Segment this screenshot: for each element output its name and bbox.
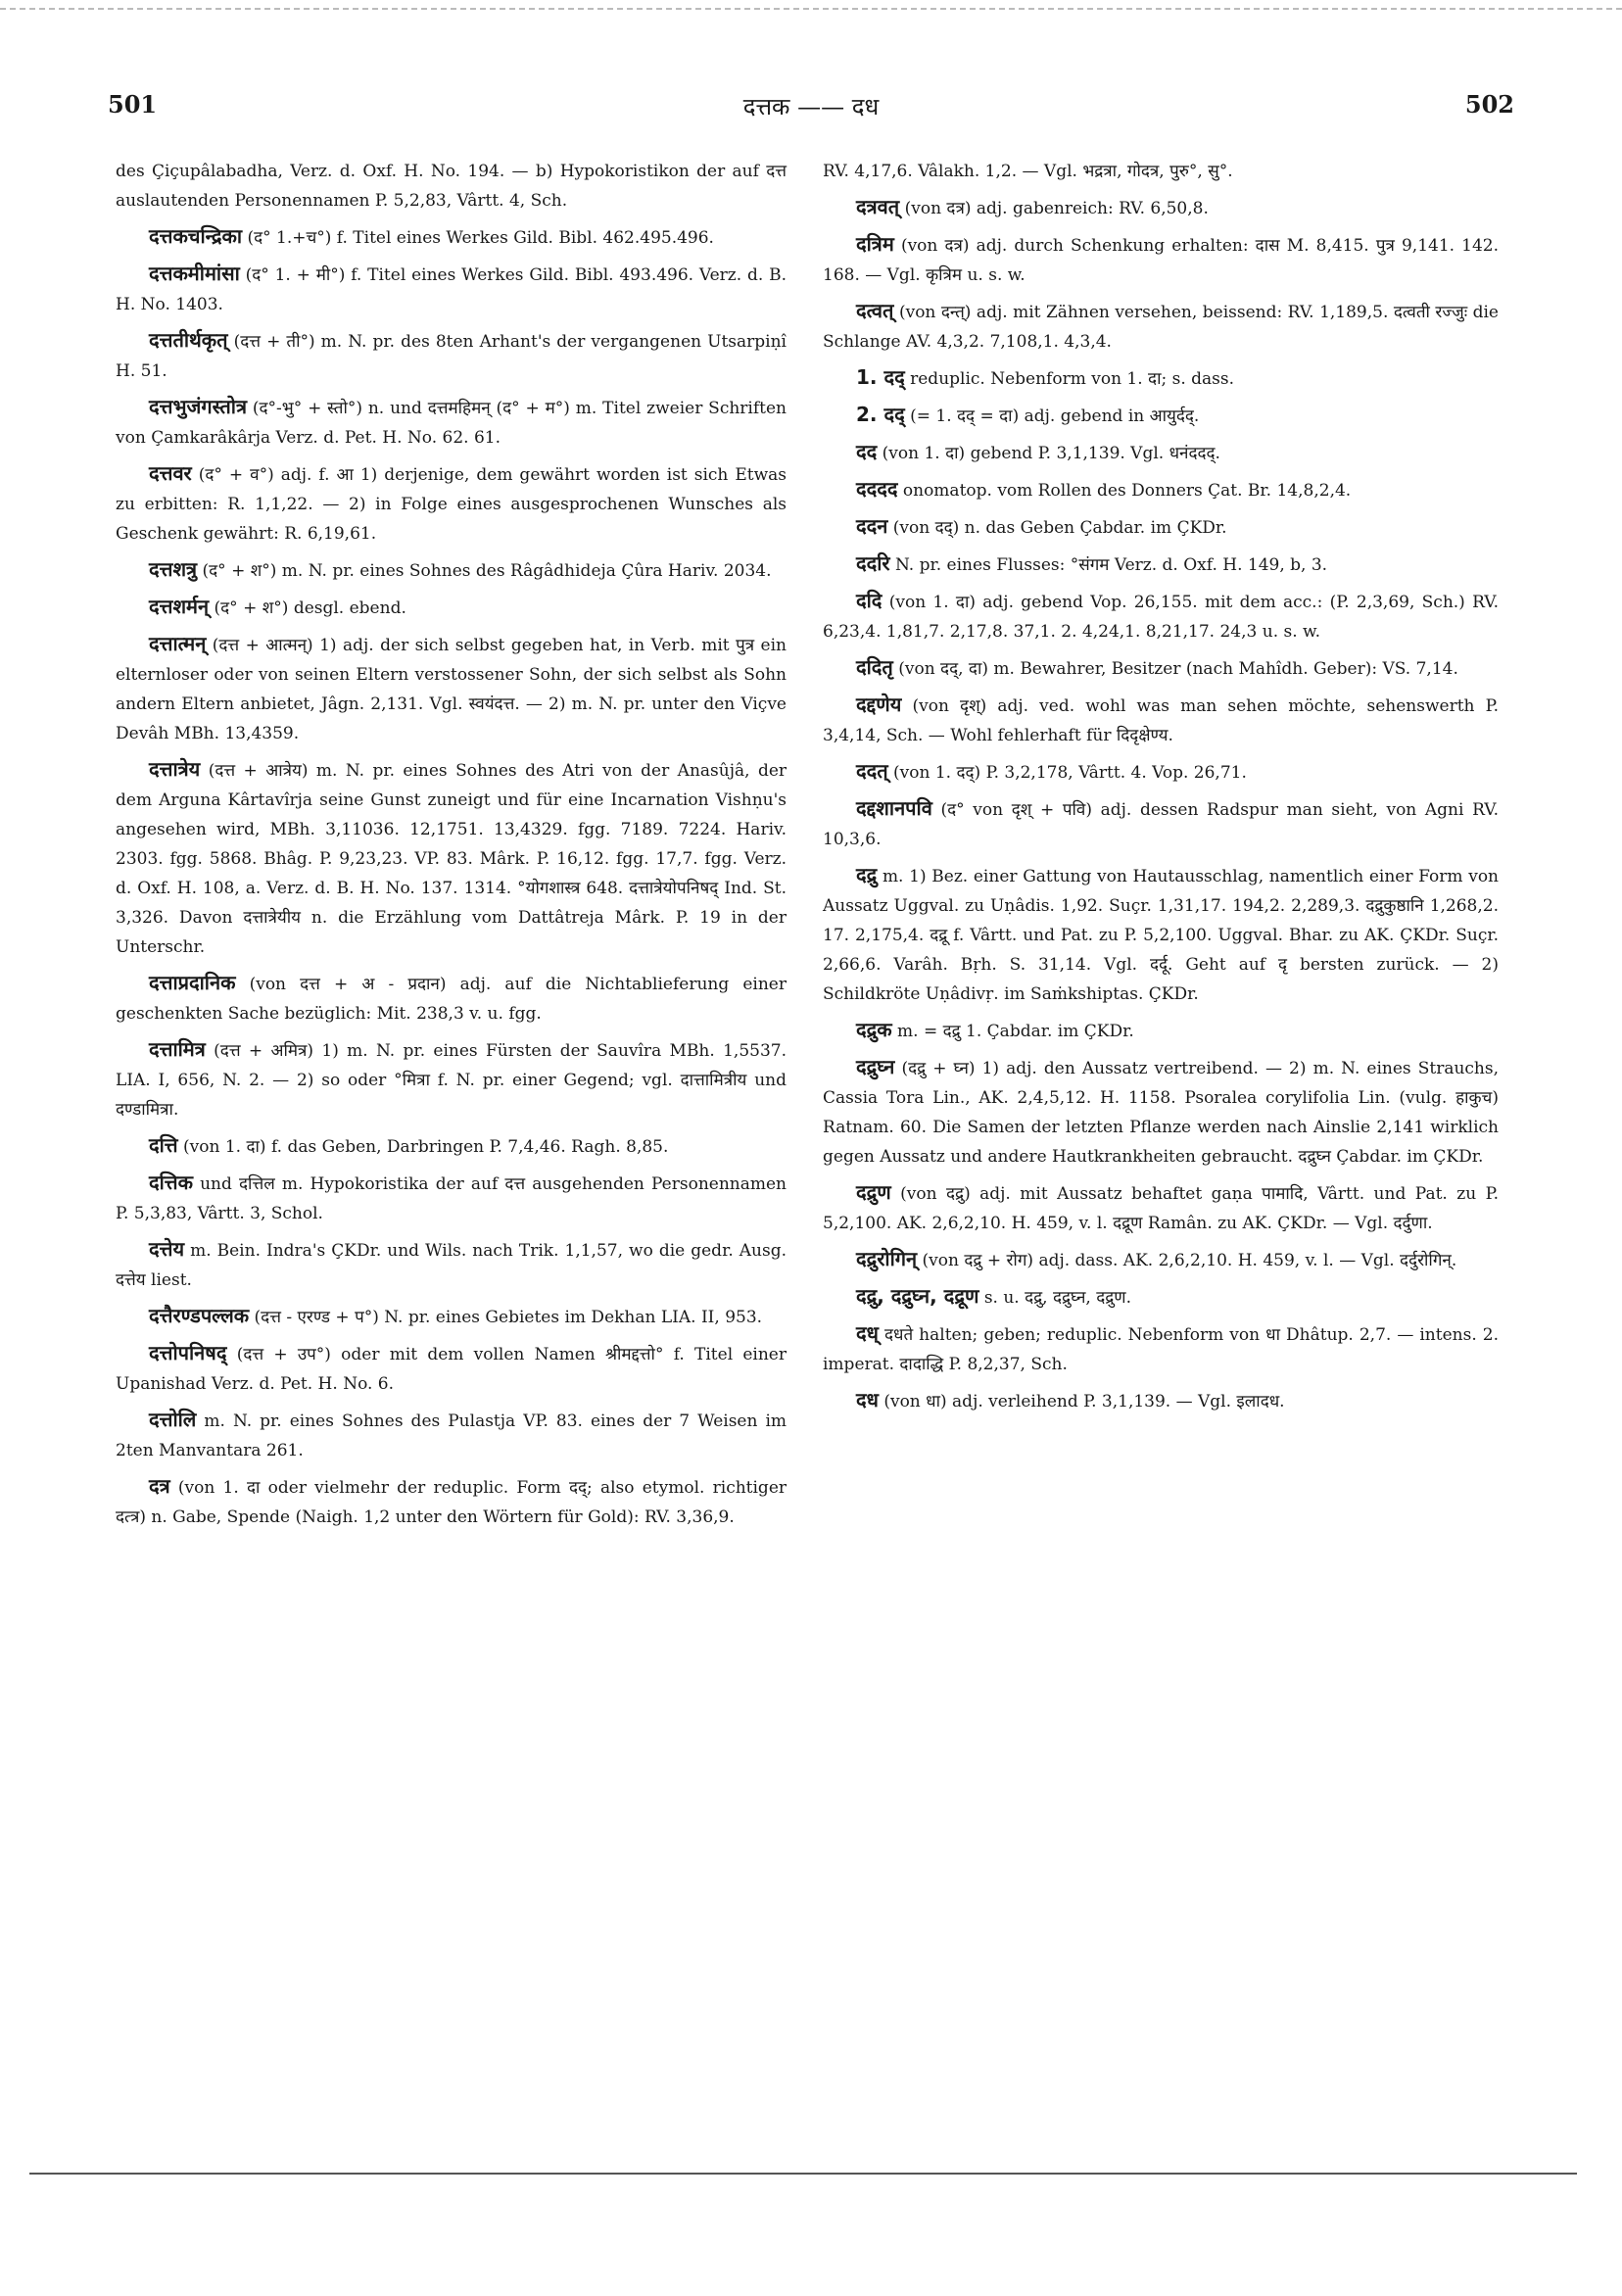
dictionary-entry [116, 325, 787, 386]
dictionary-entry [116, 1168, 787, 1228]
dictionary-entry [823, 511, 1499, 543]
entry-text: (द° + श°) desgl. ebend. [214, 598, 406, 618]
dictionary-entry [116, 259, 787, 319]
entry-text: reduplic. Nebenform von 1. दा; s. dass. [910, 369, 1235, 389]
dictionary-entry [116, 1338, 787, 1399]
dictionary-entry [116, 221, 787, 253]
entry-headword: दत्तेय [149, 1237, 185, 1261]
entry-text: (von दद्) n. das Geben Çabdar. im ÇKDr. [892, 518, 1227, 538]
entry-headword: दत्तभुजंगस्तोत्र [149, 395, 247, 418]
page-header [108, 90, 1514, 129]
entry-headword: दत्तात्मन् [149, 632, 207, 655]
entry-headword: दध् [856, 1321, 879, 1345]
entry-text: m. = दद्रु 1. Çabdar. im ÇKDr. [897, 1022, 1134, 1041]
entry-text: s. u. दद्रु, दद्रुघ्न, दद्रुण. [983, 1288, 1131, 1308]
entry-headword: दत्ति [149, 1133, 178, 1157]
right-column [823, 157, 1499, 1422]
dictionary-entry [823, 549, 1499, 580]
entry-headword: दद्रु, दद्रुघ्न, दद्रूण [856, 1284, 979, 1308]
header-catchwords: दत्तक —— दध [742, 93, 880, 120]
entry-headword: दत्तात्रेय [149, 757, 201, 781]
entry-text: (von दृश्) adj. ved. wohl was man sehen möchte, sehenswerth P. 3,4,14, Sch. — Wohl fehlerhaft für दिदृक्षेण्य. [823, 696, 1499, 745]
entry-headword: दत्तवर [149, 461, 192, 485]
dictionary-entry [116, 1301, 787, 1332]
dictionary-entry [116, 592, 787, 623]
dictionary-entry [823, 437, 1499, 468]
dictionary-entry [823, 652, 1499, 684]
dictionary-entry [116, 157, 787, 215]
dictionary-entry [823, 1318, 1499, 1379]
entry-headword: दत्तशत्रु [149, 557, 198, 581]
entry-text: m. N. pr. eines Sohnes des Pulastja VP. 83. eines der 7 Weisen im 2ten Manvantara 261. [116, 1411, 787, 1460]
entry-text: (दत्त + अमित्र) 1) m. N. pr. eines Fürsten der Sauvîra MBh. 1,5537. LIA. I, 656, N. 2. — 2) so oder °मित्रा f. N. pr. einer Gegend; vgl. दात्तामित्रीय und दण्डामित्रा. [116, 1041, 787, 1120]
dictionary-entry [823, 860, 1499, 1009]
entry-headword: दत्तिक [149, 1171, 193, 1194]
dictionary-entry [116, 629, 787, 748]
entry-text: (दत्त + ती°) m. N. pr. des 8ten Arhant's der vergangenen Utsarpiṇî H. 51. [116, 332, 787, 381]
dictionary-entry [823, 474, 1499, 505]
dictionary-entry [823, 400, 1499, 431]
entry-text: (दत्त - एरण्ड + प°) N. pr. eines Gebietes im Dekhan LIA. II, 953. [254, 1308, 763, 1327]
entry-headword: दद्रुक [856, 1018, 892, 1041]
entry-text: des Çiçupâlabadha, Verz. d. Oxf. H. No. 194. — b) Hypokoristikon der auf दत्त auslautenden Personennamen P. 5,2,83, Vârtt. 4, Sch. [116, 162, 787, 211]
entry-text: (von दन्त्) adj. mit Zähnen versehen, beissend: RV. 1,189,5. दत्वती रज्जुः die Schlange AV. 4,3,2. 7,108,1. 4,3,4. [823, 303, 1499, 352]
entry-text: (von 1. दा) gebend P. 3,1,139. Vgl. धनंददद्. [882, 444, 1220, 463]
entry-text: (दत्त + उप°) oder mit dem vollen Namen श्रीमद्दत्तो° f. Titel einer Upanishad Verz. d. Pet. H. No. 6. [116, 1345, 787, 1394]
dictionary-entry [823, 1015, 1499, 1046]
dictionary-entry [116, 1405, 787, 1465]
entry-text: (दत्त + आत्रेय) m. N. pr. eines Sohnes des Atri von der Anasûjâ, der dem Arguna Kârtavîrja seine Gunst zuneigt und für eine Incarnation Vishṇu's angesehen wird, MBh. 3,11036. 12,1751. 13,4329. fgg. 7189. 7224. Hariv. 2303. fgg. 5868. Bhâg. P. 9,23,23. VP. 83. Mârk. P. 16,12. fgg. 17,7. fgg. Verz. d. Oxf. H. 108, a. Verz. d. B. H. No. 137. 1314. °योगशास्त्र 648. दत्तात्रेयोपनिषद् Ind. St. 3,326. Davon दत्तात्रेयीय n. die Erzählung vom Dattâtreja Mârk. P. 19 in der Unterschr. [116, 761, 787, 957]
dictionary-entry [116, 1130, 787, 1162]
entry-headword: दत्र [149, 1474, 170, 1498]
entry-text: (द° von दृश् + पवि) adj. dessen Radspur man sieht, von Agni RV. 10,3,6. [823, 800, 1499, 849]
entry-text: onomatop. vom Rollen des Donners Çat. Br. 14,8,2,4. [902, 481, 1352, 501]
entry-headword: 1. दद् [856, 365, 905, 389]
entry-headword: दत्ततीर्थकृत् [149, 328, 228, 352]
entry-headword: दद्रुघ्न [856, 1055, 895, 1078]
dictionary-entry [116, 458, 787, 549]
entry-text: (= 1. दद् = दा) adj. gebend in आयुर्दद्. [910, 407, 1200, 426]
dictionary-entry [823, 296, 1499, 357]
entry-headword: दत्रिम [856, 232, 894, 256]
dictionary-entry [116, 968, 787, 1028]
entry-text: (द° 1.+च°) f. Titel eines Werkes Gild. Bibl. 462.495.496. [247, 228, 714, 248]
entry-text: (von दद्, दा) m. Bewahrer, Besitzer (nach Mahîdh. Geber): VS. 7,14. [898, 659, 1458, 679]
dictionary-entry [116, 392, 787, 453]
dictionary-entry [823, 1177, 1499, 1238]
entry-headword: दत्वत् [856, 299, 894, 322]
entry-text: RV. 4,17,6. Vâlakh. 1,2. — Vgl. भद्रत्रा, गोदत्र, पुरु°, सु°. [823, 162, 1233, 181]
dictionary-entry [823, 690, 1499, 750]
dictionary-entry [823, 1052, 1499, 1172]
dictionary-entry [823, 229, 1499, 290]
dictionary-entry [823, 157, 1499, 186]
entry-headword: दत्तकचन्द्रिका [149, 224, 243, 248]
dictionary-entry [116, 754, 787, 962]
entry-headword: दद्दणेय [856, 693, 902, 716]
dictionary-entry [116, 1471, 787, 1532]
entry-text: (von दद्रु) adj. mit Aussatz behaftet gaṇa पामादि, Vârtt. und Pat. zu P. 5,2,100. AK. 2,6,2,10. H. 459, v. l. दद्रूण Ramân. zu AK. ÇKDr. — Vgl. दर्दुणा. [823, 1184, 1499, 1233]
entry-headword: ददितृ [856, 655, 893, 679]
entry-headword: ददि [856, 589, 883, 612]
entry-text: (दत्त + आत्मन्) 1) adj. der sich selbst gegeben hat, in Verb. mit पुत्र ein elternloser oder von seinen Eltern verstossener Sohn, der sich selbst als Sohn andern Eltern anbietet, Jâgn. 2,131. Vgl. स्वयंदत्त. — 2) m. N. pr. unter den Viçve Devâh MBh. 13,4359. [116, 636, 787, 743]
entry-text: (von 1. दा oder vielmehr der reduplic. Form दद्; also etymol. richtiger दत्त्र) n. Gabe, Spende (Naigh. 1,2 unter den Wörtern für Gold): RV. 3,36,9. [116, 1478, 787, 1527]
entry-text: दधते halten; geben; reduplic. Nebenform von धा Dhâtup. 2,7. — intens. 2. imperat. दादाद्धि P. 8,2,37, Sch. [823, 1325, 1499, 1374]
dictionary-entry [116, 1034, 787, 1124]
dictionary-entry [823, 586, 1499, 646]
entry-text: und दत्तिल m. Hypokoristika der auf दत्त ausgehenden Personennamen P. 5,3,83, Vârtt. 3, Schol. [116, 1174, 787, 1223]
entry-headword: दद्रुण [856, 1180, 891, 1204]
entry-text: (von 1. दा) f. das Geben, Darbringen P. 7,4,46. Ragh. 8,85. [183, 1137, 669, 1157]
entry-text: (द°-भु° + स्तो°) n. und दत्तमहिमन् (द° + म°) m. Titel zweier Schriften von Çamkarâkârja Verz. d. Pet. H. No. 62. 61. [116, 399, 787, 448]
entry-text: (द° 1. + मी°) f. Titel eines Werkes Gild. Bibl. 493.496. Verz. d. B. H. No. 1403. [116, 265, 787, 314]
entry-headword: दत्तैरण्डपल्लक [149, 1304, 250, 1327]
dictionary-entry [823, 1385, 1499, 1416]
dictionary-entry [823, 362, 1499, 394]
entry-headword: दत्तामित्र [149, 1037, 206, 1061]
dictionary-entry [823, 756, 1499, 788]
entry-text: (द° + व°) adj. f. आ 1) derjenige, dem gewährt worden ist sich Etwas zu erbitten: R. 1,1,22. — 2) in Folge eines ausgesprochenen Wunsches als Geschenk gewährt: R. 6,19,61. [116, 465, 787, 544]
entry-headword: दत्तकमीमांसा [149, 262, 240, 285]
dictionary-entry [823, 1244, 1499, 1275]
dictionary-entry [823, 793, 1499, 854]
entry-headword: दददद [856, 477, 898, 501]
entry-text: m. 1) Bez. einer Gattung von Hautausschlag, namentlich einer Form von Aussatz Uggval. zu Uṇâdis. 1,92. Suçr. 1,31,17. 194,2. 2,289,3. दद्रुकुष्ठानि 1,268,2. 17. 2,175,4. दद्रू f. Vârtt. und Pat. zu P. 5,2,100. Uggval. Bhar. zu AK. ÇKDr. Suçr. 2,66,6. Varâh. Bṛh. S. 31,14. Vgl. दर्दू. Geht auf दृ bersten zurück. — 2) Schildkröte Uṇâdivṛ. im Saṁkshiptas. ÇKDr. [823, 867, 1499, 1004]
entry-text: (von दत्र) adj. gabenreich: RV. 6,50,8. [904, 199, 1209, 218]
entry-headword: दद [856, 440, 878, 463]
entry-headword: दत्रवत् [856, 195, 900, 218]
right-page-number: 502 [1464, 90, 1514, 119]
entry-headword: दत्ताप्रदानिक [149, 971, 236, 994]
entry-headword: दत्तोलि [149, 1408, 197, 1431]
left-column [116, 157, 787, 1538]
entry-headword: ददन [856, 514, 888, 538]
entry-text: (दद्रु + घ्न) 1) adj. den Aussatz vertreibend. — 2) m. N. eines Strauchs, Cassia Tora Lin., AK. 2,4,5,12. H. 1158. Psoralea corylifolia Lin. (vulg. हाकुच) Ratnam. 60. Die Samen der letzten Pflanze werden nach Ainslie 2,141 wirklich gegen Aussatz und andere Hautkrankheiten gebraucht. दद्रुघ्न Çabdar. im ÇKDr. [823, 1059, 1500, 1167]
entry-text: (von दत्र) adj. durch Schenkung erhalten: दास M. 8,415. पुत्र 9,141. 142. 168. — Vgl. कृत्रिम u. s. w. [823, 236, 1500, 285]
entry-text: (von धा) adj. verleihend P. 3,1,139. — Vgl. इलादध. [883, 1392, 1285, 1411]
top-rule [0, 8, 1622, 10]
entry-text: m. Bein. Indra's ÇKDr. und Wils. nach Trik. 1,1,57, wo die gedr. Ausg. दत्तेय liest. [116, 1241, 787, 1290]
entry-text: (von दद्रु + रोग) adj. dass. AK. 2,6,2,10. H. 459, v. l. — Vgl. दर्दुरोगिन्. [922, 1251, 1457, 1270]
bottom-rule [29, 2173, 1577, 2175]
dictionary-entry [116, 554, 787, 586]
entry-headword: दद्दशानपवि [856, 796, 932, 820]
entry-headword: दद्रु [856, 863, 878, 886]
entry-headword: दत्तोपनिषद् [149, 1341, 227, 1364]
entry-headword: दद्रुरोगिन् [856, 1247, 918, 1270]
entry-text: (von दत्त + अ - प्रदान) adj. auf die Nichtablieferung einer geschenkten Sache bezüglich: Mit. 238,3 v. u. fgg. [116, 975, 787, 1024]
entry-text: (द° + श°) m. N. pr. eines Sohnes des Râgâdhideja Çûra Hariv. 2034. [202, 561, 772, 581]
entry-text: (von 1. दद्) P. 3,2,178, Vârtt. 4. Vop. 26,71. [893, 763, 1247, 783]
dictionary-entry [116, 1234, 787, 1295]
entry-headword: दत्तशर्मन् [149, 595, 210, 618]
dictionary-entry [823, 192, 1499, 223]
entry-headword: ददत् [856, 759, 888, 783]
entry-text: (von 1. दा) adj. gebend Vop. 26,155. mit dem acc.: (P. 2,3,69, Sch.) RV. 6,23,4. 1,81,7. 2,17,8. 37,1. 2. 4,24,1. 8,21,17. 24,3 u. s. w. [823, 593, 1500, 642]
entry-headword: 2. दद् [856, 403, 905, 426]
entry-text: N. pr. eines Flusses: °संगम Verz. d. Oxf. H. 149, b, 3. [895, 555, 1328, 575]
left-page-number: 501 [108, 90, 158, 119]
dictionary-entry [823, 1281, 1499, 1313]
entry-headword: दध [856, 1388, 879, 1411]
entry-headword: ददरि [856, 551, 890, 575]
